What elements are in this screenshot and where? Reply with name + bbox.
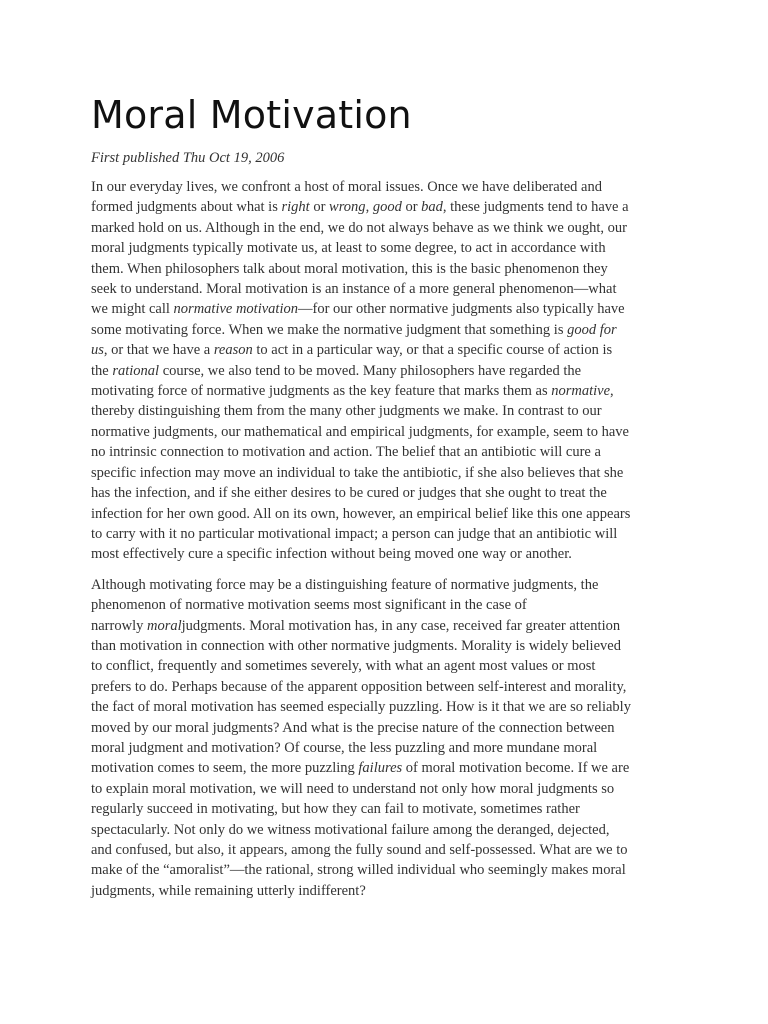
text-run: normative judgments, our mathematical and empirical judgments, for example, seem to have — [91, 423, 629, 440]
text-run: seek to understand. Moral motivation is an instance of a more general phenomenon—what — [91, 281, 617, 298]
text-run: moral judgment and motivation? Of course, the less puzzling and more mundane moral — [91, 739, 598, 756]
text-run: spectacularly. Not only do we witness motivational failure among the deranged, dejected, — [91, 821, 610, 838]
text-run: , or that we have a — [103, 342, 214, 359]
text-line — [91, 218, 679, 238]
paragraph — [91, 575, 679, 902]
text-run: Although motivating force may be a distinguishing feature of normative judgments, the — [91, 576, 599, 593]
emphasized-text: good for — [567, 321, 617, 338]
text-run: marked hold on us. Although in the end, we do not always behave as we think we ought, our — [91, 219, 627, 236]
emphasized-text: failures — [358, 760, 403, 777]
text-run: most effectively cure a specific infection without being moved one way or another. — [91, 546, 572, 563]
emphasized-text: bad — [421, 199, 443, 216]
text-run: moved by our moral judgments? And what is the precise nature of the connection between — [91, 719, 615, 736]
text-run: or — [401, 199, 422, 216]
text-line — [91, 197, 679, 217]
text-line — [91, 504, 679, 524]
text-line — [91, 595, 679, 615]
text-run: no intrinsic connection to motivation and action. The belief that an antibiotic will cure a — [91, 444, 601, 461]
text-run: the fact of moral motivation has seemed especially puzzling. How is it that we are so reliably — [91, 699, 631, 716]
text-run: phenomenon of normative motivation seems most significant in the case of — [91, 597, 527, 614]
text-run: judgments. Moral motivation has, in any case, received far greater attention — [181, 617, 621, 634]
text-run: , these judgments tend to have a — [442, 199, 629, 216]
paragraph — [91, 177, 679, 565]
text-line — [91, 881, 679, 901]
text-run: specific infection may move an individual to take the antibiotic, if she also believes that she — [91, 464, 624, 481]
text-run: to act in a particular way, or that a specific course of action is — [252, 342, 613, 359]
text-run: than motivation in connection with other normative judgments. Morality is widely believed — [91, 637, 621, 654]
text-line — [91, 820, 679, 840]
text-line — [91, 340, 679, 360]
text-run: , — [365, 199, 373, 216]
text-run: the — [91, 362, 113, 379]
text-run: narrowly — [91, 617, 147, 634]
text-line — [91, 544, 679, 564]
emphasized-text: us — [91, 342, 104, 359]
publication-date: First published Thu Oct 19, 2006 — [91, 150, 285, 166]
text-line — [91, 463, 679, 483]
text-run: or — [309, 199, 330, 216]
emphasized-text: right — [281, 199, 310, 216]
text-line — [91, 697, 679, 717]
text-line — [91, 677, 679, 697]
text-line — [91, 320, 679, 340]
text-line — [91, 442, 679, 462]
article-body — [91, 177, 679, 911]
text-run: motivation comes to seem, the more puzzling — [91, 760, 359, 777]
emphasized-text: moral — [146, 617, 182, 634]
page-title: Moral Motivation — [91, 93, 412, 137]
text-line — [91, 483, 679, 503]
emphasized-text: normative — [551, 383, 611, 400]
text-run: motivating force of normative judgments as the key feature that marks them as — [91, 383, 552, 400]
text-line — [91, 779, 679, 799]
text-line — [91, 656, 679, 676]
text-line — [91, 361, 679, 381]
text-run: some motivating force. When we make the normative judgment that something is — [91, 321, 568, 338]
text-run: moral judgments typically motivate us, at least to some degree, to act in accordance with — [91, 240, 606, 257]
text-run: to carry with it no particular motivational impact; a person can judge that an antibiotic will — [91, 525, 618, 542]
text-line — [91, 238, 679, 258]
text-run: , — [610, 383, 614, 400]
text-run: to explain moral motivation, we will need to understand not only how moral judgments so — [91, 780, 615, 797]
text-line — [91, 259, 679, 279]
text-run: and confused, but also, it appears, among the fully sound and self-possessed. What are we to — [91, 842, 628, 858]
text-line — [91, 401, 679, 421]
text-line — [91, 860, 679, 880]
emphasized-text: good — [372, 199, 402, 216]
text-run: course, we also tend to be moved. Many philosophers have regarded the — [159, 362, 582, 379]
text-run: of moral motivation become. If we are — [402, 760, 630, 777]
text-line — [91, 636, 679, 656]
text-line — [91, 422, 679, 442]
text-run: regularly succeed in motivating, but how they can fail to motivate, sometimes rather — [91, 801, 580, 818]
text-run: In our everyday lives, we confront a host of moral issues. Once we have deliberated and — [91, 179, 602, 195]
emphasized-text: normative motivation — [173, 301, 298, 318]
text-line — [91, 381, 679, 401]
text-line — [91, 758, 679, 778]
text-run: infection for her own good. All on its own, however, an empirical belief like this one appears — [91, 505, 631, 522]
emphasized-text: wrong — [329, 199, 366, 216]
text-run: prefers to do. Perhaps because of the apparent opposition between self-interest and morality, — [91, 678, 627, 695]
text-run: formed judgments about what is — [91, 199, 282, 216]
text-run: —for our other normative judgments also typically have — [298, 301, 625, 318]
text-run: has the infection, and if she either desires to be cured or judges that she ought to treat the — [91, 485, 607, 502]
text-run: make of the “amoralist”—the rational, strong willed individual who seemingly makes moral — [91, 862, 626, 879]
text-line — [91, 299, 679, 319]
text-line — [91, 799, 679, 819]
text-run: to conflict, frequently and sometimes severely, with what an agent most values or most — [91, 658, 596, 675]
emphasized-text: reason — [213, 342, 253, 359]
text-line — [91, 575, 679, 595]
text-line — [91, 840, 679, 860]
text-line — [91, 524, 679, 544]
text-run: we might call — [91, 301, 174, 318]
text-line — [91, 177, 679, 197]
text-run: thereby distinguishing them from the many other judgments we make. In contrast to our — [91, 403, 602, 420]
emphasized-text: rational — [112, 362, 160, 379]
text-run: judgments, while remaining utterly indifferent? — [91, 882, 366, 899]
text-line — [91, 718, 679, 738]
text-run: them. When philosophers talk about moral motivation, this is the basic phenomenon they — [91, 260, 608, 277]
text-line — [91, 738, 679, 758]
text-line — [91, 279, 679, 299]
text-line — [91, 616, 679, 636]
